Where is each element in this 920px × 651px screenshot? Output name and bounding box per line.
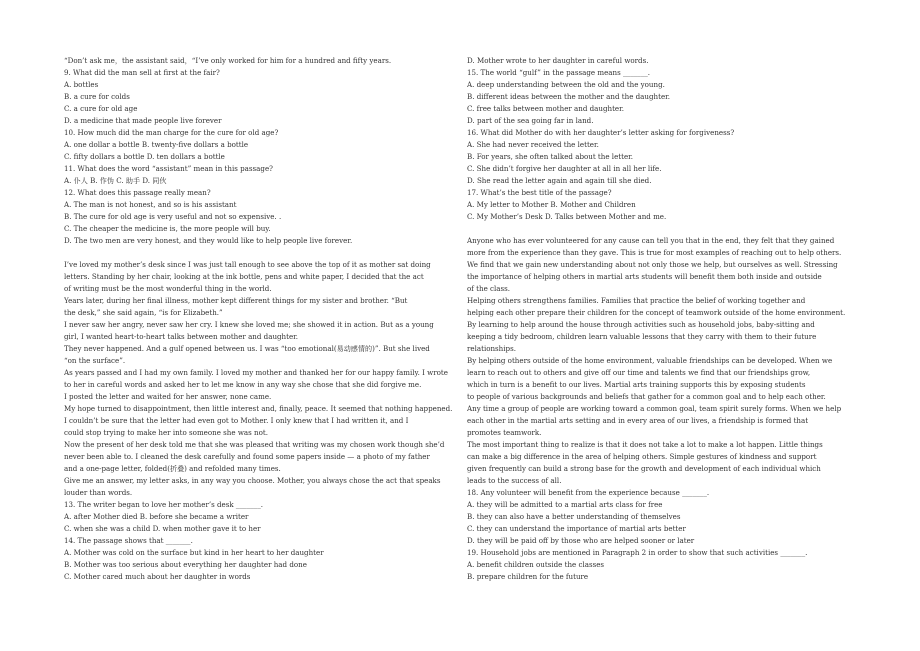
text-line: C. a cure for old age xyxy=(64,104,138,113)
text-line: 11. What does the word “assistant” mean in this passage? xyxy=(64,164,273,173)
text-line: C. they can understand the importance of martial arts better xyxy=(467,524,686,533)
right-block-2 xyxy=(467,235,859,583)
text-line: By helping others outside of the home environment, valuable friendships can be developed. When we xyxy=(467,356,833,365)
text-line: A. they will be admitted to a martial arts class for free xyxy=(467,500,663,509)
text-line: B. Mother was too serious about everything her daughter had done xyxy=(64,560,307,569)
right-column xyxy=(467,55,859,583)
text-line: learn to reach out to others and give off our time and talents we find that our friendships grow, xyxy=(467,368,811,377)
text-line: I posted the letter and waited for her answer, none came. xyxy=(64,392,272,401)
text-line: C. My Mother’s Desk D. Talks between Mother and me. xyxy=(467,212,667,221)
text-line: A. deep understanding between the old and the young. xyxy=(467,80,665,89)
text-line: Give me an answer, my letter asks, in any way you choose. Mother, you always chose the act that speaks xyxy=(64,476,441,485)
text-line: “on the surface”. xyxy=(64,356,126,365)
text-line: 17. What’s the best title of the passage? xyxy=(467,188,612,197)
text-line: They never happened. And a gulf opened between us. I was “too emotional(易动感情的)”. But she lived xyxy=(64,344,430,353)
text-line: D. The two men are very honest, and they would like to help people live forever. xyxy=(64,236,353,245)
text-line: B. a cure for colds xyxy=(64,92,130,101)
text-line: 12. What does this passage really mean? xyxy=(64,188,211,197)
text-line: Helping others strengthens families. Families that practice the belief of working together and xyxy=(467,296,806,305)
text-line: the desk,” she said again, “is for Elizabeth.” xyxy=(64,308,223,317)
text-line: A. She had never received the letter. xyxy=(467,140,599,149)
text-line: A. 仆人 B. 作伪 C. 助手 D. 同伙 xyxy=(64,176,167,185)
text-line: 16. What did Mother do with her daughter’s letter asking for forgiveness? xyxy=(467,128,735,137)
text-line: As years passed and I had my own family. I loved my mother and thanked her for our happy family. I wrote xyxy=(64,368,448,377)
text-line: could stop trying to make her into someone she was not. xyxy=(64,428,268,437)
text-line: My hope turned to disappointment, then little interest and, finally, peace. It seemed that nothing happened. xyxy=(64,404,453,413)
text-line: C. when she was a child D. when mother gave it to her xyxy=(64,524,261,533)
text-line: relationships. xyxy=(467,344,516,353)
left-column xyxy=(64,55,456,583)
text-line: 10. How much did the man charge for the cure for old age? xyxy=(64,128,279,137)
text-line: We find that we gain new understanding about not only those we help, but ourselves as well. Stressing xyxy=(467,260,838,269)
text-line: girl, I wanted heart-to-heart talks between mother and daughter. xyxy=(64,332,299,341)
text-line: D. She read the letter again and again till she died. xyxy=(467,176,652,185)
text-line: C. The cheaper the medicine is, the more people will buy. xyxy=(64,224,271,233)
text-line: A. after Mother died B. before she became a writer xyxy=(64,512,249,521)
block-gap xyxy=(467,223,859,235)
text-line: Now the present of her desk told me that she was pleased that writing was my chosen work though she’d xyxy=(64,440,445,449)
text-line: B. different ideas between the mother and the daughter. xyxy=(467,92,671,101)
right-block-1 xyxy=(467,55,859,223)
text-line: and a one-page letter, folded(折叠) and refolded many times. xyxy=(64,464,281,473)
text-line: 19. Household jobs are mentioned in Paragraph 2 in order to show that such activities _______. xyxy=(467,548,808,557)
text-line: A. My letter to Mother B. Mother and Children xyxy=(467,200,636,209)
text-line: D. they will be paid off by those who are helped sooner or later xyxy=(467,536,695,545)
text-line: 15. The world “gulf” in the passage means _______. xyxy=(467,68,651,77)
text-line: A. one dollar a bottle B. twenty-five dollars a bottle xyxy=(64,140,249,149)
text-line: C. fifty dollars a bottle D. ten dollars a bottle xyxy=(64,152,225,161)
text-line: can make a big difference in the area of helping others. Simple gestures of kindness and support xyxy=(467,452,817,461)
text-line: 14. The passage shows that _______. xyxy=(64,536,193,545)
text-line: The most important thing to realize is that it does not take a lot to make a lot happen. Little things xyxy=(467,440,823,449)
text-line: Any time a group of people are working toward a common goal, team spirit surely forms. When we help xyxy=(467,404,842,413)
text-line: D. part of the sea going far in land. xyxy=(467,116,594,125)
text-line: B. For years, she often talked about the letter. xyxy=(467,152,634,161)
text-line: D. a medicine that made people live forever xyxy=(64,116,222,125)
text-line: C. free talks between mother and daughter. xyxy=(467,104,624,113)
text-line: 13. The writer began to love her mother’s desk _______. xyxy=(64,500,264,509)
text-line: A. benefit children outside the classes xyxy=(467,560,605,569)
text-line: “Don’t ask me，the assistant said，“I’ve only worked for him for a hundred and fifty years. xyxy=(64,56,392,65)
left-block-1 xyxy=(64,55,456,247)
text-line: A. Mother was cold on the surface but kind in her heart to her daughter xyxy=(64,548,324,557)
text-line: D. Mother wrote to her daughter in careful words. xyxy=(467,56,649,65)
text-line: 18. Any volunteer will benefit from the experience because _______. xyxy=(467,488,710,497)
text-line: B. they can also have a better understanding of themselves xyxy=(467,512,681,521)
text-line: 9. What did the man sell at first at the fair? xyxy=(64,68,220,77)
text-line: C. She didn’t forgive her daughter at all in all her life. xyxy=(467,164,662,173)
text-line: B. prepare children for the future xyxy=(467,572,589,581)
text-line: promotes teamwork. xyxy=(467,428,542,437)
text-line: Years later, during her final illness, mother kept different things for my sister and brother. “But xyxy=(64,296,408,305)
left-block-2 xyxy=(64,259,456,583)
text-line: A. bottles xyxy=(64,80,99,89)
text-line: to people of various backgrounds and beliefs that gather for a common goal and to help each other. xyxy=(467,392,826,401)
text-line: I never saw her angry, never saw her cry. I knew she loved me; she showed it in action. But as a young xyxy=(64,320,434,329)
text-line: louder than words. xyxy=(64,488,133,497)
text-line: leads to the success of all. xyxy=(467,476,562,485)
text-line: never been able to. I cleaned the desk carefully and found some papers inside — a photo of my father xyxy=(64,452,430,461)
text-line: I couldn’t be sure that the letter had even got to Mother. I only knew that I had written it, and I xyxy=(64,416,409,425)
text-line: of the class. xyxy=(467,284,511,293)
block-gap xyxy=(64,247,456,259)
text-line: By learning to help around the house through activities such as household jobs, baby-sitting and xyxy=(467,320,815,329)
text-line: I’ve loved my mother’s desk since I was just tall enough to see above the top of it as mother sat doing xyxy=(64,260,431,269)
text-line: letters. Standing by her chair, looking at the ink bottle, pens and white paper, I decided that the act xyxy=(64,272,424,281)
text-line: Anyone who has ever volunteered for any cause can tell you that in the end, they felt that they gained xyxy=(467,236,835,245)
text-line: A. The man is not honest, and so is his assistant xyxy=(64,200,237,209)
text-line: more from the experience than they gave. This is true for most examples of reaching out to help others. xyxy=(467,248,842,257)
text-line: helping each other prepare their children for the concept of teamwork outside of the home environment. xyxy=(467,308,846,317)
text-line: C. Mother cared much about her daughter in words xyxy=(64,572,251,581)
text-line: B. The cure for old age is very useful and not so expensive. . xyxy=(64,212,282,221)
text-line: given frequently can build a strong base for the growth and development of each individual which xyxy=(467,464,821,473)
text-line: of writing must be the most wonderful thing in the world. xyxy=(64,284,272,293)
text-line: the importance of helping others in martial arts students will benefit them both inside and outside xyxy=(467,272,822,281)
text-line: which in turn is a benefit to our lives. Martial arts training supports this by exposing students xyxy=(467,380,806,389)
text-line: to her in careful words and asked her to let me know in any way she chose that she did forgive me. xyxy=(64,380,422,389)
text-line: keeping a tidy bedroom, children learn valuable lessons that they carry with them to their future xyxy=(467,332,817,341)
text-line: each other in the martial arts setting and in every area of our lives, a friendship is formed that xyxy=(467,416,809,425)
